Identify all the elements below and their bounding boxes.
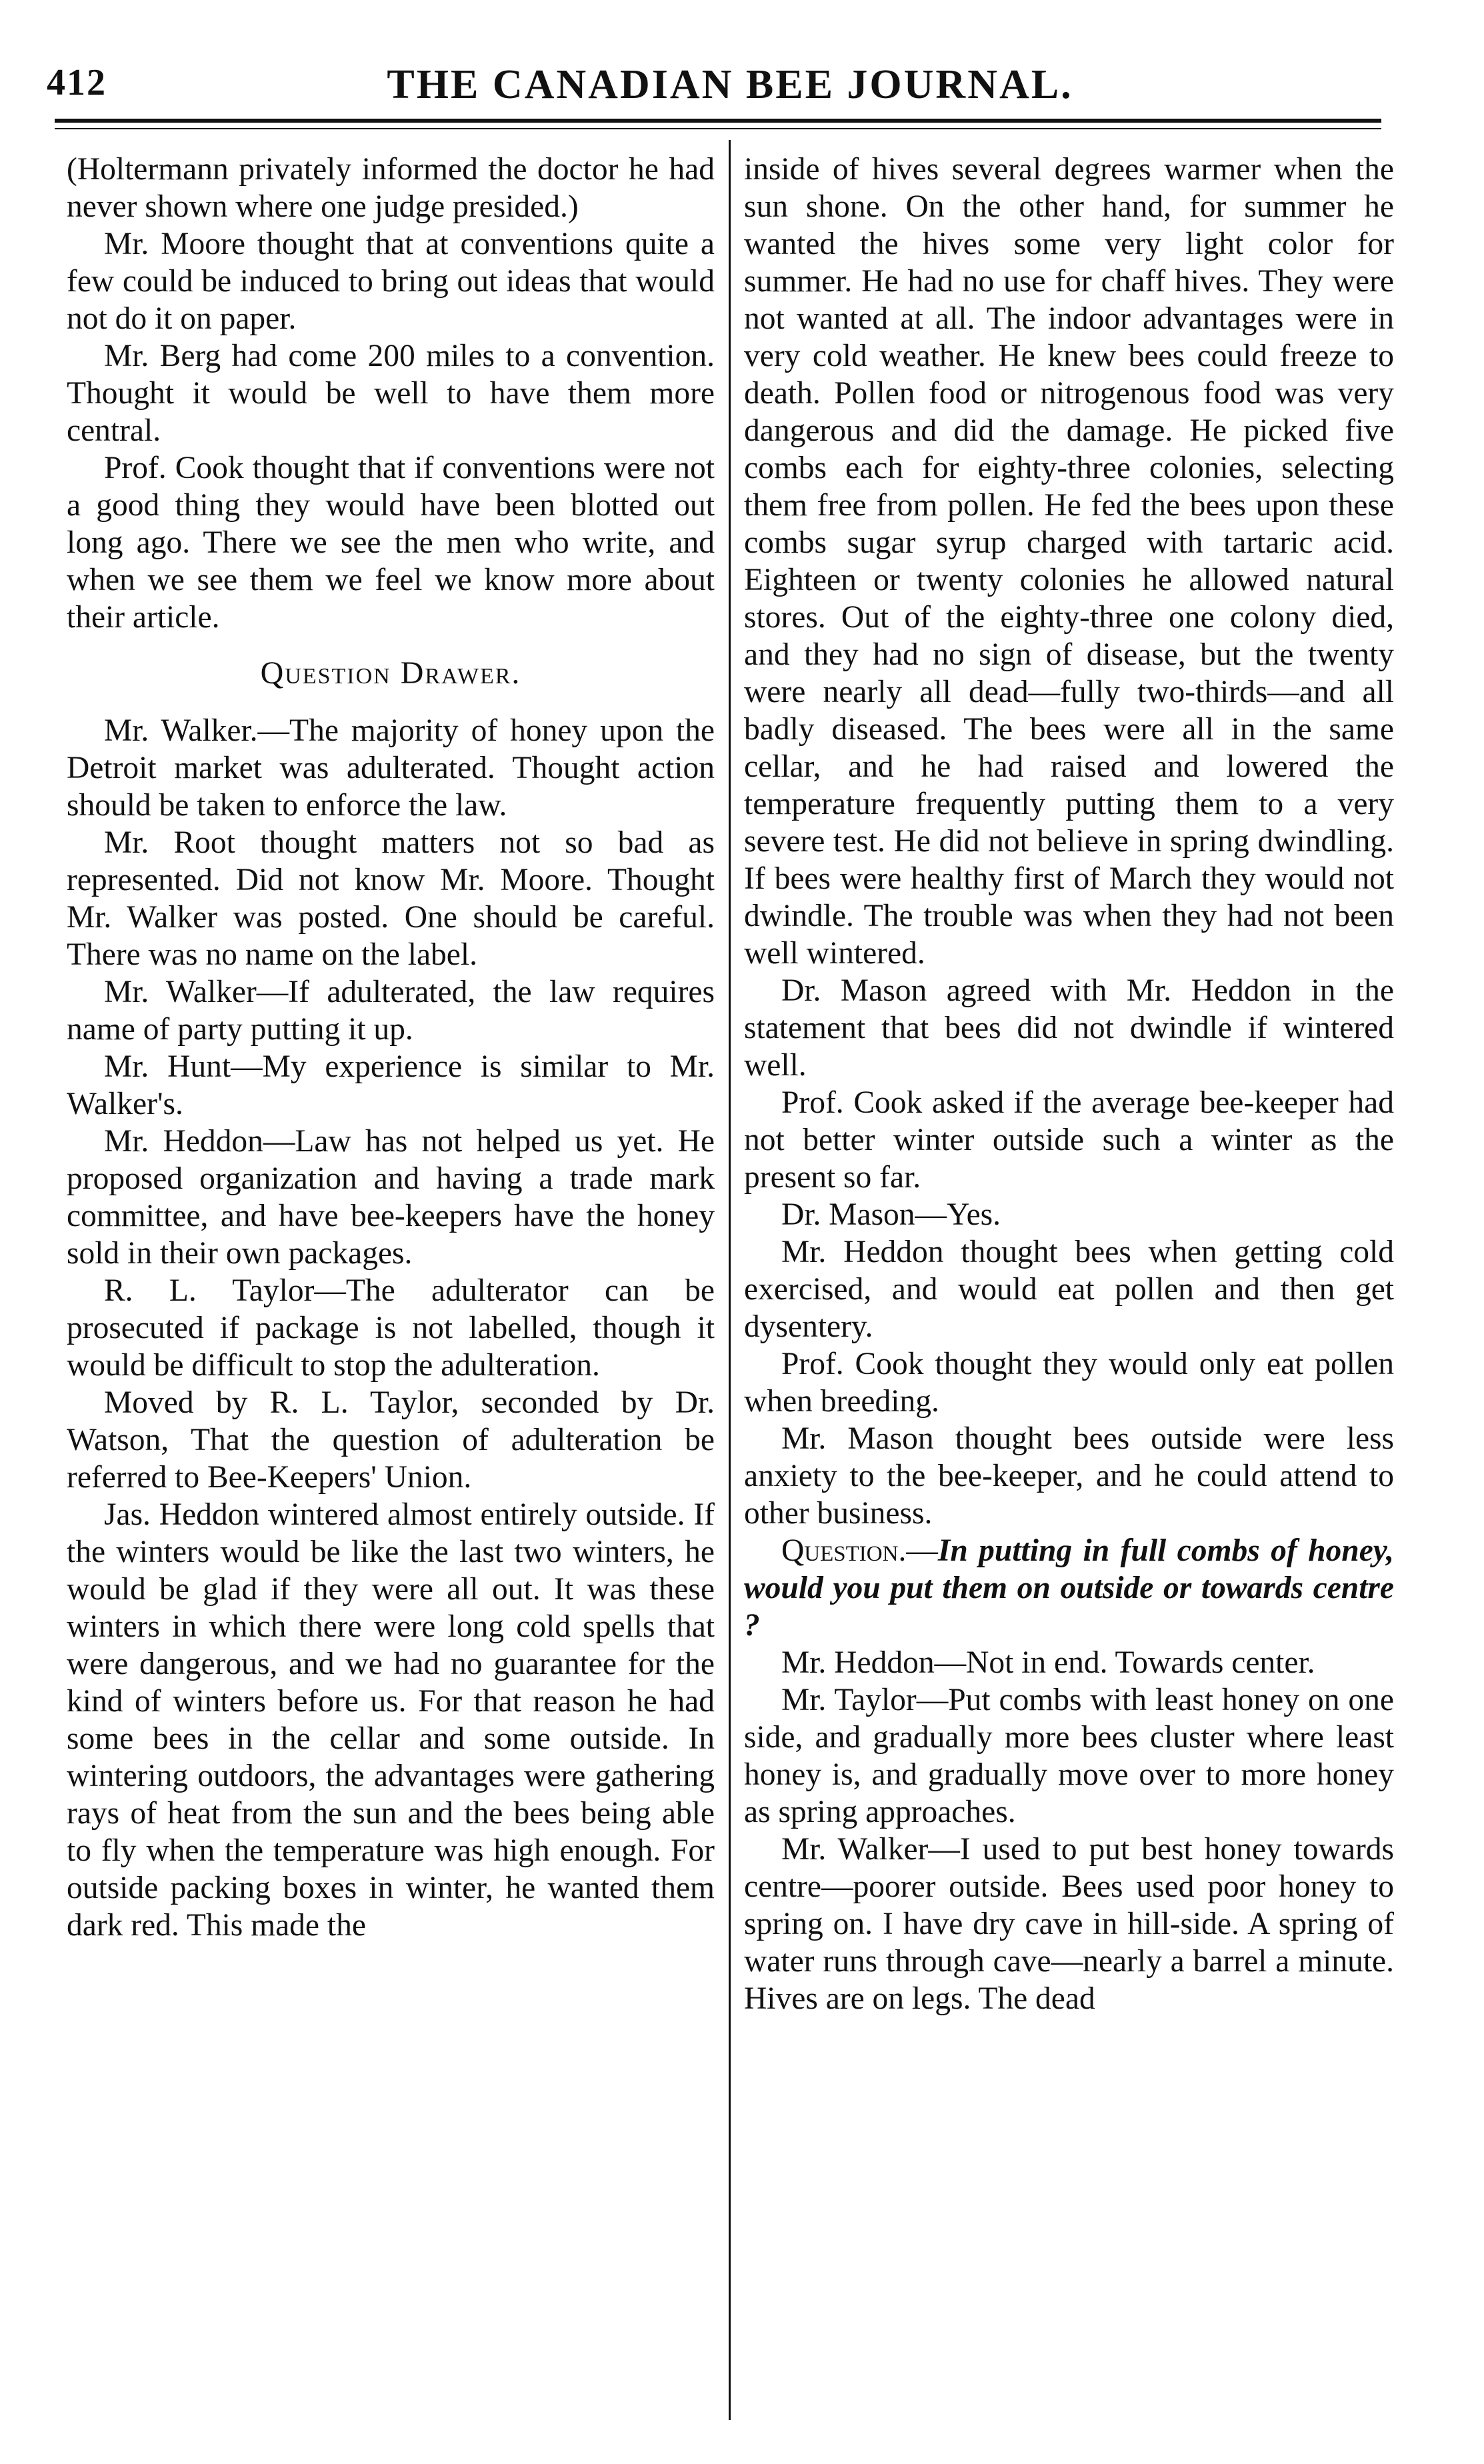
- paragraph: inside of hives several degrees warmer when the sun shone. On the other hand, for summer he wanted the hives some very light color for summer. He had no use for chaff hives. They were not wanted at all. The indoor advantages were in very cold weather. He knew bees could freeze to death. Pollen food or nitrogenous food was very dangerous and did the damage. He picked five combs each for eighty-three colonies, selecting them free from pollen. He fed the bees upon these combs sugar syrup charged with tartaric acid. Eighteen or twenty colonies he allowed natural stores. Out of the eighty-three one colony died, and they had no sign of disease, but the twenty were nearly all dead—fully two-thirds—and all badly diseased. The bees were all in the same cellar, and he had raised and lowered the temperature frequently putting them to a very severe test. He did not believe in spring dwindling. If bees were healthy first of March they would not dwindle. The trouble was when they had not been well wintered.: [744, 152, 1394, 971]
- paragraph: Dr. Mason—Yes.: [781, 1197, 1001, 1232]
- question-block: [744, 1532, 1394, 1644]
- column-divider: [729, 140, 731, 2420]
- paragraph: Mr. Walker—If adulterated, the law requires name of party putting it up.: [67, 975, 715, 1047]
- paragraph: Mr. Mason thought bees outside were less anxiety to the bee-keeper, and he could attend to other business.: [744, 1421, 1394, 1531]
- header-rule-thick: [55, 119, 1381, 123]
- page-header: [40, 61, 1393, 115]
- page-number: 412: [47, 62, 107, 103]
- paragraph: Mr. Taylor—Put combs with least honey on one side, and gradually more bees cluster where least honey is, and gradually move over to more honey as spring approaches.: [744, 1683, 1394, 1829]
- section-heading: Question Drawer.: [260, 655, 521, 691]
- paragraph: Mr. Walker.—The majority of honey upon the Detroit market was adulterated. Thought action should be taken to enforce the law.: [67, 713, 715, 823]
- paragraph: Mr. Heddon—Law has not helped us yet. He proposed organization and having a trade mark committee, and have bee-keepers have the honey sold in their own packages.: [67, 1124, 715, 1271]
- paragraph: Dr. Mason agreed with Mr. Heddon in the statement that bees did not dwindle if wintered well.: [744, 973, 1394, 1083]
- paragraph: Mr. Hunt—My experience is similar to Mr. Walker's.: [67, 1049, 715, 1121]
- paragraph: Prof. Cook thought that if conventions were not a good thing they would have been blotted out long ago. There we see the men who write, and when we see them we feel we know more about their article.: [67, 451, 715, 635]
- paragraph: Mr. Berg had come 200 miles to a convention. Thought it would be well to have them more central.: [67, 339, 715, 448]
- paragraph: (Holtermann privately informed the doctor he had never shown where one judge presided.): [67, 152, 715, 224]
- paragraph: Mr. Moore thought that at conventions quite a few could be induced to bring out ideas that would not do it on paper.: [67, 227, 715, 336]
- paragraph: Mr. Walker—I used to put best honey towards centre—poorer outside. Bees used poor honey to spring on. I have dry cave in hill-side. A spring of water runs through cave—nearly a barrel a minute. Hives are on legs. The dead: [744, 1832, 1394, 2016]
- paragraph: Mr. Heddon thought bees when getting cold exercised, and would eat pollen and then get dysentery.: [744, 1235, 1394, 1344]
- paragraph: R. L. Taylor—The adulterator can be prosecuted if package is not labelled, though it would be difficult to stop the adulteration.: [67, 1273, 715, 1383]
- left-column: [67, 151, 715, 1944]
- paragraph: Mr. Heddon—Not in end. Towards center.: [781, 1645, 1315, 1680]
- paragraph: Mr. Root thought matters not so bad as represented. Did not know Mr. Moore. Thought Mr. Walker was posted. One should be careful. There was no name on the label.: [67, 825, 715, 972]
- header-rule-thin: [55, 128, 1381, 129]
- paragraph: Moved by R. L. Taylor, seconded by Dr. Watson, That the question of adulteration be referred to Bee-Keepers' Union.: [67, 1385, 715, 1495]
- paragraph: Prof. Cook asked if the average bee-keeper had not better winter outside such a winter as the present so far.: [744, 1085, 1394, 1195]
- question-text: In putting in full combs of honey, would you put them on outside or towards centre ?: [744, 1533, 1394, 1643]
- right-column: [744, 151, 1394, 2017]
- paragraph: Prof. Cook thought they would only eat pollen when breeding.: [744, 1347, 1394, 1419]
- question-label: Question.—: [781, 1533, 938, 1568]
- journal-title: THE CANADIAN BEE JOURNAL.: [387, 62, 1073, 107]
- paragraph: Jas. Heddon wintered almost entirely outside. If the winters would be like the last two winters, he would be glad if they were all out. It was these winters in which there were long cold spells that were dangerous, and we had no guarantee for the kind of winters before us. For that reason he had some bees in the cellar and some outside. In wintering outdoors, the advantages were gathering rays of heat from the sun and the bees being able to fly when the temperature was high enough. For outside packing boxes in winter, he wanted them dark red. This made the: [67, 1497, 715, 1943]
